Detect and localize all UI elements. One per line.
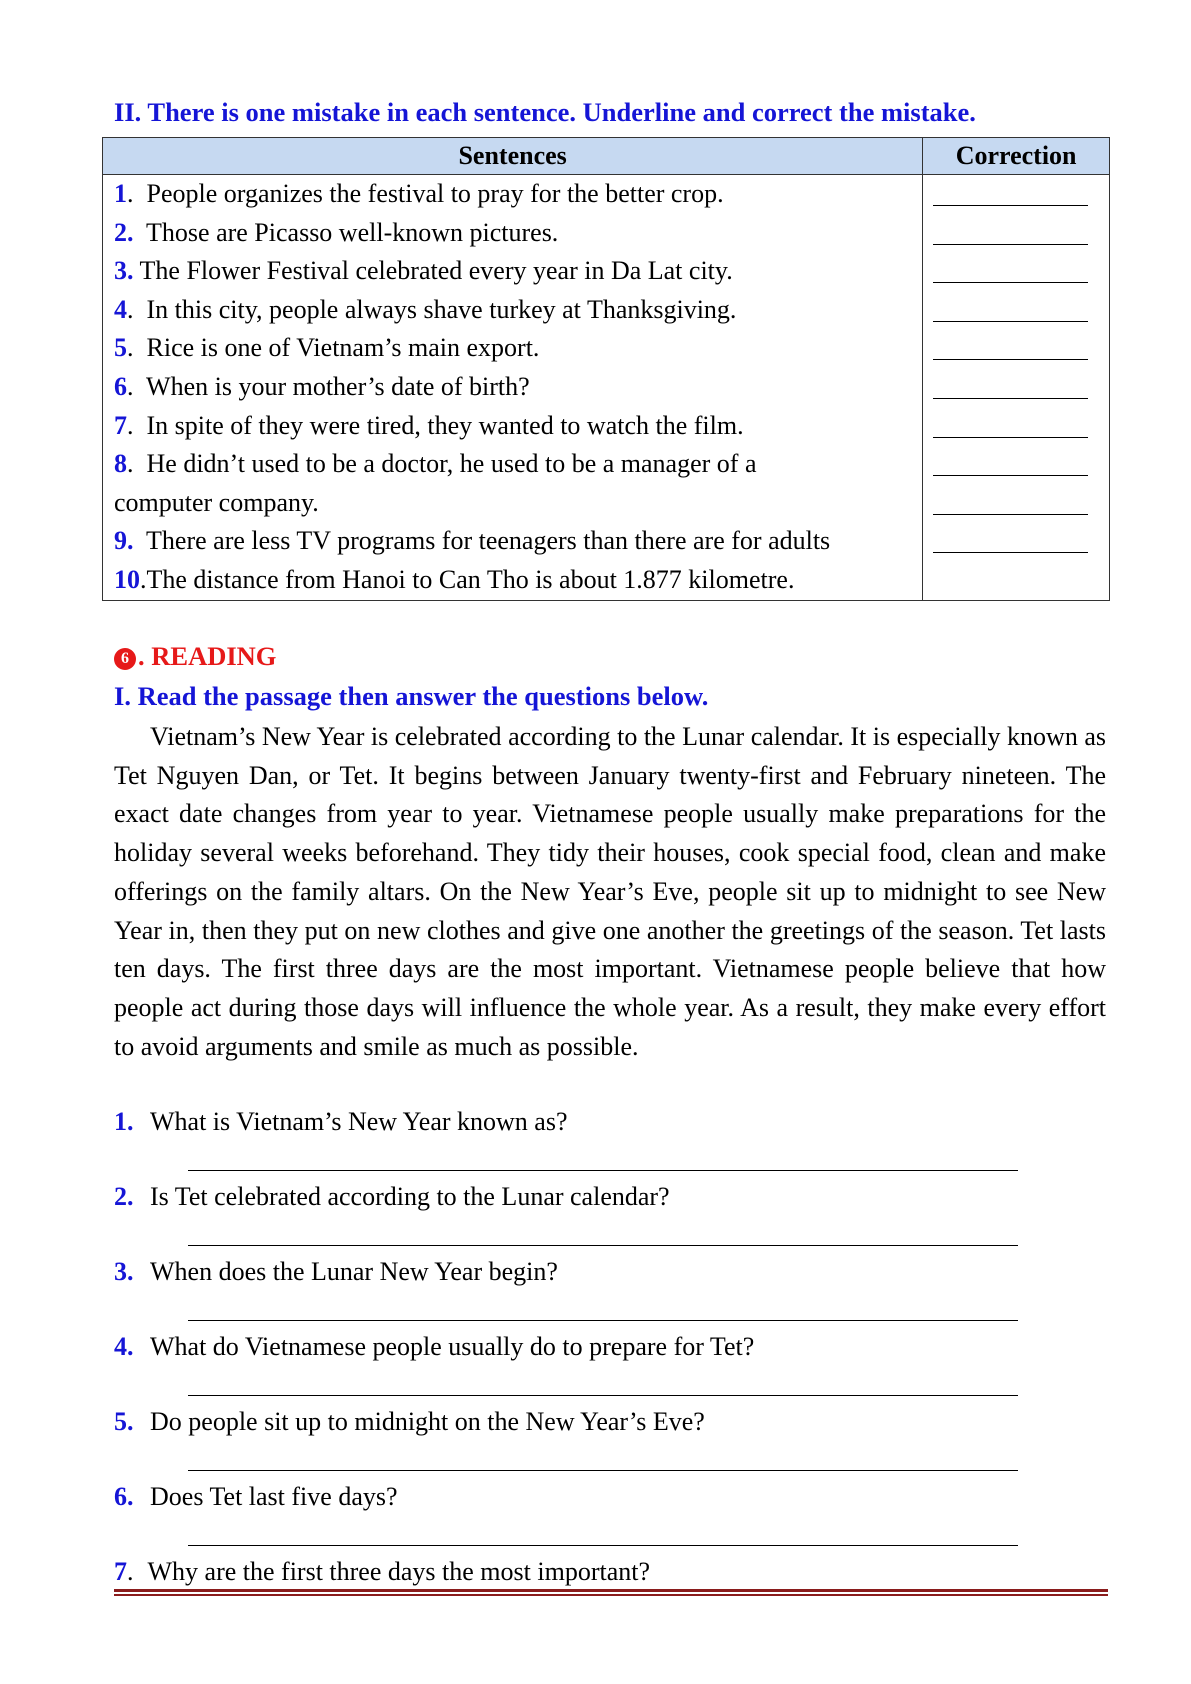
question-number: 1. xyxy=(114,1107,134,1136)
question-item: 4. What do Vietnamese people usually do to prepare for Tet? xyxy=(114,1332,755,1361)
sentence-line: 1. People organizes the festival to pray for the better crop. xyxy=(114,179,724,208)
correction-blank[interactable] xyxy=(923,445,1109,484)
sentence-line: 2. Those are Picasso well-known pictures. xyxy=(114,217,559,247)
question-number: 7 xyxy=(114,1557,127,1586)
question-number: 6. xyxy=(114,1482,134,1511)
sentence-line: 3. The Flower Festival celebrated every year in Da Lat city. xyxy=(114,256,733,286)
reading-subheading: I. Read the passage then answer the questions below. xyxy=(114,681,709,711)
table-header-sentences: Sentences xyxy=(103,138,923,175)
sentence-line: 5. Rice is one of Vietnam’s main export. xyxy=(114,333,540,363)
question-item: 6. Does Tet last five days? xyxy=(114,1482,398,1511)
section-heading-correct-mistakes: II. There is one mistake in each sentence. Underline and correct the mistake. xyxy=(114,97,976,127)
answer-line[interactable] xyxy=(188,1395,1018,1396)
correction-cell xyxy=(923,175,1110,601)
reading-passage: Vietnam’s New Year is celebrated according to the Lunar calendar. It is especially known as Tet Nguyen Dan, or Tet. It begins between January twenty-first and February nineteen. The exact date changes from year to year. Vietnamese people usually make preparations for the holiday several weeks beforehand. They tidy their houses, cook special food, clean and make offerings on the family altars. On the New Year’s Eve, people sit up to midnight to see New Year in, then they put on new clothes and give one another the greetings of the season. Tet lasts ten days. The first three days are the most important. Vietnamese people believe that how people act during those days will influence the whole year. As a result, they make every effort to avoid arguments and smile as much as possible. xyxy=(114,722,1106,1061)
answer-line[interactable] xyxy=(188,1545,1018,1546)
correction-blank[interactable] xyxy=(923,484,1109,523)
sentence-line: 10.The distance from Hanoi to Can Tho is about 1.877 kilometre. xyxy=(114,564,795,594)
sentence-number: 6 xyxy=(114,371,127,401)
question-item: 2. Is Tet celebrated according to the Lunar calendar? xyxy=(114,1182,670,1211)
sentence-number: 10 xyxy=(114,564,140,594)
question-item: 1. What is Vietnam’s New Year known as? xyxy=(114,1107,568,1136)
sentence-number: 5 xyxy=(114,333,127,363)
correction-blank[interactable] xyxy=(923,175,1109,214)
sentence-number: 9. xyxy=(114,526,134,556)
correction-blank[interactable] xyxy=(923,368,1109,407)
correction-blank[interactable] xyxy=(923,329,1109,368)
question-number: 3. xyxy=(114,1257,134,1286)
sentence-number: 7 xyxy=(114,410,127,440)
correction-blank[interactable] xyxy=(923,291,1109,330)
question-number: 4. xyxy=(114,1332,134,1361)
sentence-number: 8 xyxy=(114,449,127,479)
question-number: 5. xyxy=(114,1407,134,1436)
sentence-line: 6. When is your mother’s date of birth? xyxy=(114,371,530,401)
reading-section-title: 6 . READING xyxy=(114,641,276,672)
correction-blank[interactable] xyxy=(923,214,1109,253)
sentence-number: 4 xyxy=(114,294,127,324)
question-item: 7. Why are the first three days the most important? xyxy=(114,1557,651,1586)
sentence-number: 1 xyxy=(114,179,127,208)
sentences-cell xyxy=(103,175,923,601)
correction-blank[interactable] xyxy=(923,522,1109,561)
answer-line[interactable] xyxy=(188,1320,1018,1321)
mistake-table xyxy=(102,137,1110,601)
sentence-line: 4. In this city, people always shave turkey at Thanksgiving. xyxy=(114,294,737,324)
answer-line[interactable] xyxy=(188,1470,1018,1471)
answer-line[interactable] xyxy=(188,1245,1018,1246)
sentence-line: 9. There are less TV programs for teenagers than there are for adults xyxy=(114,526,831,556)
correction-blank[interactable] xyxy=(923,407,1109,446)
answer-line[interactable] xyxy=(188,1170,1018,1171)
sentence-number: 3. xyxy=(114,256,134,286)
footer-rule xyxy=(114,1589,1108,1598)
circled-number-icon: 6 xyxy=(114,648,136,670)
question-number: 2. xyxy=(114,1182,134,1211)
sentence-line: 7. In spite of they were tired, they wanted to watch the film. xyxy=(114,410,744,440)
sentence-line: 8. He didn’t used to be a doctor, he used to be a manager of a xyxy=(114,449,757,479)
correction-blank[interactable] xyxy=(923,252,1109,291)
question-item: 5. Do people sit up to midnight on the New Year’s Eve? xyxy=(114,1407,705,1436)
question-item: 3. When does the Lunar New Year begin? xyxy=(114,1257,558,1286)
table-header-correction: Correction xyxy=(923,138,1110,175)
sentence-number: 2. xyxy=(114,217,134,247)
sentence-line: computer company. xyxy=(114,487,319,517)
